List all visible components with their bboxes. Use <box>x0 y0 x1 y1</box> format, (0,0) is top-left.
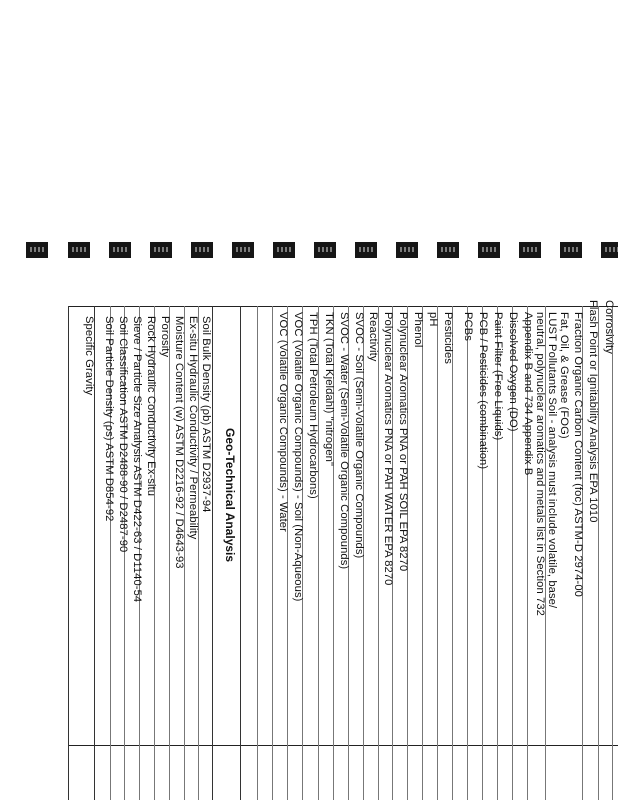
table-row: Porosity <box>159 316 171 358</box>
row-divider <box>378 306 379 800</box>
table-row: TPH (Total Petroleum Hydrocarbons) <box>307 312 319 499</box>
table-row: Appendix B and 734 Appendix B <box>522 312 534 476</box>
header-tab-marker <box>314 242 336 258</box>
row-divider <box>212 306 213 800</box>
header-tab-marker <box>150 242 172 258</box>
header-tab-marker <box>478 242 500 258</box>
row-divider <box>467 306 468 800</box>
table-row: pH <box>427 312 439 327</box>
table-row: SVOC - Water (Semi-Volatile Organic Compounds) <box>338 312 350 570</box>
header-tab-marker <box>396 242 418 258</box>
table-row: Moisture Content (w) ASTM D2216-92 / D4643-93 <box>173 316 185 569</box>
table-row: Pesticides <box>442 312 454 364</box>
header-tab-marker <box>273 242 295 258</box>
table-row: VOC (Volatile Organic Compounds) - Water <box>277 312 289 532</box>
header-tab-marker <box>191 242 213 258</box>
section-title: Geo-Technical Analysis <box>223 428 237 563</box>
row-divider <box>68 306 69 800</box>
header-tab-marker <box>560 242 582 258</box>
table-row: SVOC - Soil (Semi-Volatile Organic Compounds) <box>353 312 365 559</box>
header-tab-marker <box>519 242 541 258</box>
table-row: Polynuclear Aromatics PNA or PAH SOIL EPA 8270 <box>397 312 409 572</box>
table-row: Fat, Oil, & Grease (FOG) <box>558 312 570 439</box>
row-divider <box>240 306 241 800</box>
table-row: Rock Hydraulic Conductivity Ex-situ <box>145 316 157 497</box>
row-divider <box>437 306 438 800</box>
table-row: LUST Pollutants Soil - analysis must include volatile, base/ <box>546 312 558 609</box>
table-row: Polynuclear Aromatics PNA or PAH WATER EPA 8270 <box>382 312 394 586</box>
table-row: TKN (Total Kjeldahl) "nitrogen" <box>323 312 335 467</box>
header-tab-marker <box>601 242 618 258</box>
table-row: Dissolved Oxygen (DO) <box>507 312 519 432</box>
table-row: PCBs <box>462 312 474 341</box>
table-row: Phenol <box>412 312 424 348</box>
table-row: Sieve / Particle Size Analysis ASTM D422-63 / D1140-54 <box>131 316 143 603</box>
table-row: Corrosivity <box>603 300 615 354</box>
table-row: Fraction Organic Carbon Content (foc) ASTM-D 2974-00 <box>572 312 584 598</box>
table-row: Soil Bulk Density (ρb) ASTM D2937-94 <box>200 316 212 513</box>
row-divider <box>452 306 453 800</box>
table-row: Ex-situ Hydraulic Conductivity / Permeability <box>187 316 199 540</box>
header-tab-marker <box>68 242 90 258</box>
header-tab-marker <box>109 242 131 258</box>
table-row: PCB / Pesticides (combination) <box>477 312 489 470</box>
header-tab-marker <box>26 242 48 258</box>
table-row: VOC (Volatile Organic Compounds) - Soil (Non-Aqueous) <box>292 312 304 602</box>
row-divider <box>169 306 170 800</box>
table-row: Soil Particle Density (ρs) ASTM D854-92 <box>103 316 115 522</box>
row-divider <box>272 306 273 800</box>
header-tab-marker <box>437 242 459 258</box>
table-top-rule <box>68 306 618 307</box>
row-divider <box>422 306 423 800</box>
row-divider <box>612 306 613 800</box>
table-row: Reactivity <box>367 312 379 362</box>
table-row: Specific Gravity <box>83 316 95 396</box>
row-divider <box>257 306 258 800</box>
header-tab-marker <box>232 242 254 258</box>
table-row: Paint Filter (Free Liquids) <box>492 312 504 441</box>
table-row: Flash Point or Ignitability Analysis EPA 1010 <box>587 300 599 523</box>
table-row: Soil Classification ASTM D2488-90 / D2487-90 <box>117 316 129 553</box>
header-tab-marker <box>355 242 377 258</box>
table-bottom-rule <box>68 745 618 746</box>
table-row: neutral, polynuclear aromatics and metals list in Section 732 <box>534 312 546 616</box>
